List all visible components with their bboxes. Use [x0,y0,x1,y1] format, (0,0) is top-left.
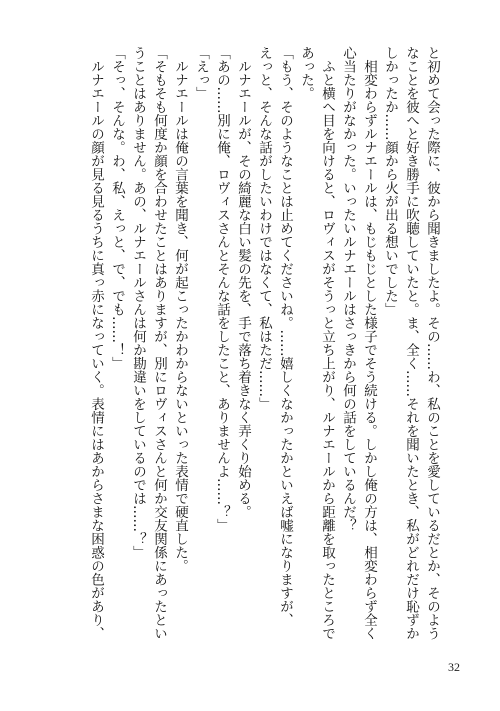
text-line: あった。 [298,46,314,100]
text-line: しかったか……顔から火が出る想いでした」 [382,46,398,316]
text-line: 「そもそも何度か顔を合わせたことはありますが、別にロヴィスさんと何か交友関係にあったとい [151,46,167,640]
vertical-text-body [85,46,442,646]
text-line: 相変わらずルナエールは、もじもじとした様子でそう続ける。しかし俺の方は、相変わらず全く [361,46,377,640]
text-line: 心当たりがなかった。いったいルナエールはさっきから何の話をしているんだ？ [340,46,356,532]
text-line: えっと、そんな話がしたいわけではなくて、私はただ……」 [256,46,272,411]
text-line: ふと横へ目を向けると、ロヴィスがそうっと立ち上がり、ルナエールから距離を取ったところで [319,46,335,640]
text-line: 「えっ」 [193,46,209,100]
text-line: なことを彼へと好き勝手に吹聴していたと。ま、全く……それを聞いたとき、私がどれだけ恥ずか [403,46,419,640]
text-line: と初めて会った際に、彼から聞きましたよ。その……わ、私のことを愛しているだとか、そのよう [424,46,440,640]
page-number: 32 [448,660,460,674]
text-line: 「あの……別に俺、ロヴィスさんとそんな話をしたこと、ありませんよ……？」 [214,46,230,532]
text-line: 「そっ、そんな。わ、私、えっと、で、でも……！」 [109,46,125,370]
text-line: 「もう、そのようなことは止めてくださいね。……嬉しくなかったかといえば嘘になりますが、 [277,46,293,627]
text-line: うことはありません。あの、ルナエールさんは何か勘違いをしているのでは……？」 [130,46,146,559]
text-line: ルナエールは俺の言葉を聞き、何が起こったかわからないといった表情で硬直した。 [172,46,188,573]
text-line: ルナエールが、その綺麗な白い髪の先を、手で落ち着きなく弄くり始める。 [235,46,251,519]
text-line: ルナエールの顔が見る見るうちに真っ赤になっていく。表情にはあからさまな困惑の色があり、 [88,46,104,640]
